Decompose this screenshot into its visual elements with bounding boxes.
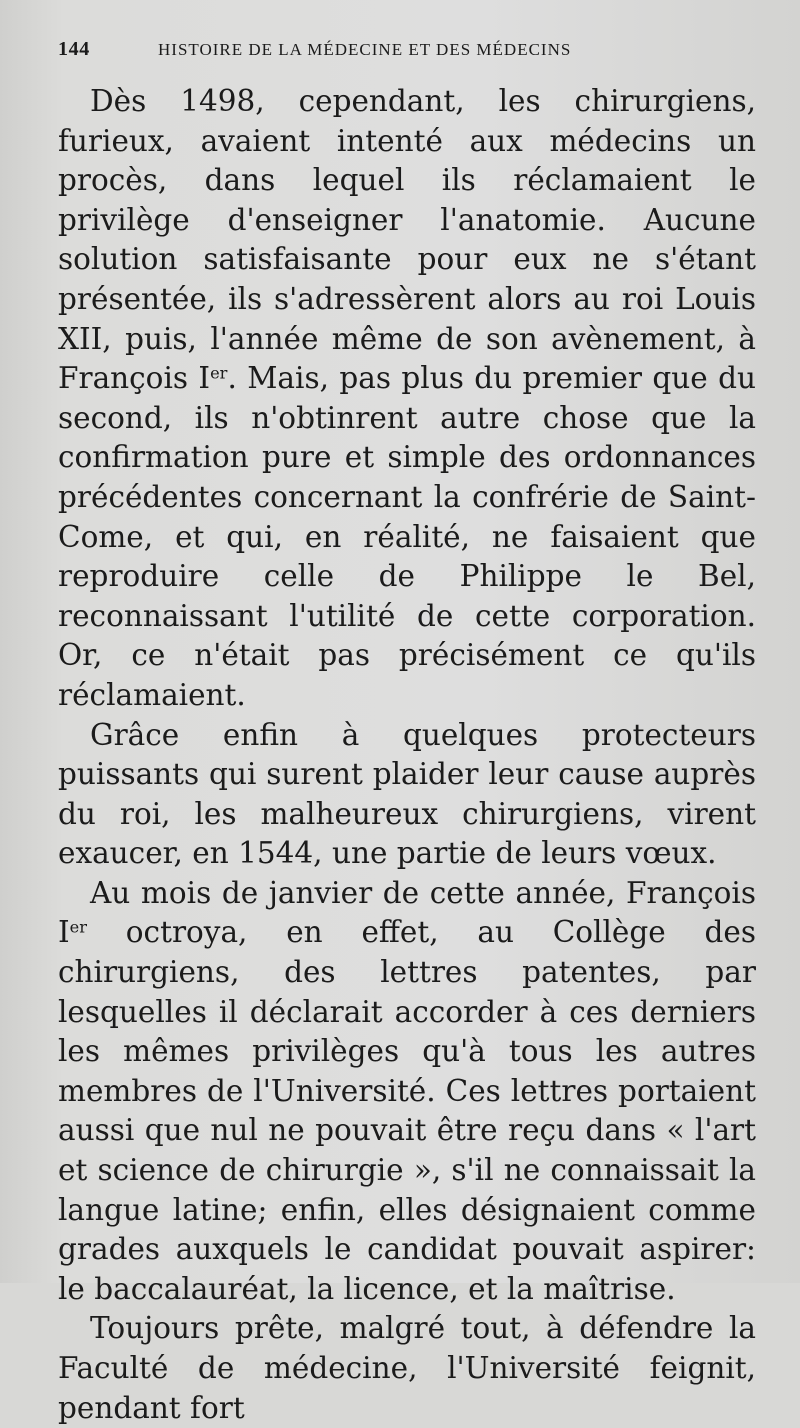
paragraph-4: Toujours prête, malgré tout, à défendre la Faculté de médecine, l'Université feignit, pendant fort [58, 1311, 756, 1425]
superscript-er-1: er [210, 363, 228, 383]
superscript-er-2: er [69, 917, 88, 937]
paragraph-3-text-a: Au mois de janvier de cette année, François I [58, 875, 756, 950]
paragraph-2: Grâce enfin à quelques protecteurs puissants qui surent plaider leur cause auprès du roi, les malheureux chirurgiens, virent exaucer, en 1544, une partie de leurs vœux. [58, 717, 756, 871]
page-number: 144 [58, 38, 90, 60]
paragraph-1 [58, 82, 756, 716]
running-title: HISTOIRE DE LA MÉDECINE ET DES MÉDECINS [158, 40, 572, 59]
page-header [58, 38, 752, 74]
body-text [58, 82, 756, 1428]
paragraph-3-text-b: octroya, en effet, au Collège des chirurgiens, des lettres patentes, par lesquelles il déclarait accorder à ces derniers les mêmes privilèges qu'à tous les autres membres de l'Université. Ces lettres portaient aussi que nul ne pouvait être reçu dans « l'art et science de chirurgie », s'il ne connaissait la langue latine; enfin, elles désignaient comme grades auxquels le candidat pouvait aspirer: le baccalauréat, la licence, et la maîtrise. [58, 915, 756, 1306]
paragraph-1-text-b: . Mais, pas plus du premier que du second, ils n'obtinrent autre chose que la confirmation pure et simple des ordonnances précédentes concernant la confrérie de Saint-Come, et qui, en réalité, ne faisaient que reproduire celle de Philippe le Bel, reconnaissant l'utilité de cette corporation. Or, ce n'était pas précisément ce qu'ils réclamaient. [58, 361, 756, 712]
paragraph-1-text-a: Dès 1498, cependant, les chirurgiens, furieux, avaient intenté aux médecins un procès, dans lequel ils réclamaient le privilège d'enseigner l'anatomie. Aucune solution satisfaisante pour eux ne s'étant présentée, ils s'adressèrent alors au roi Louis XII, puis, l'année même de son avènement, à François I [58, 84, 756, 396]
paragraph-3 [58, 874, 756, 1310]
